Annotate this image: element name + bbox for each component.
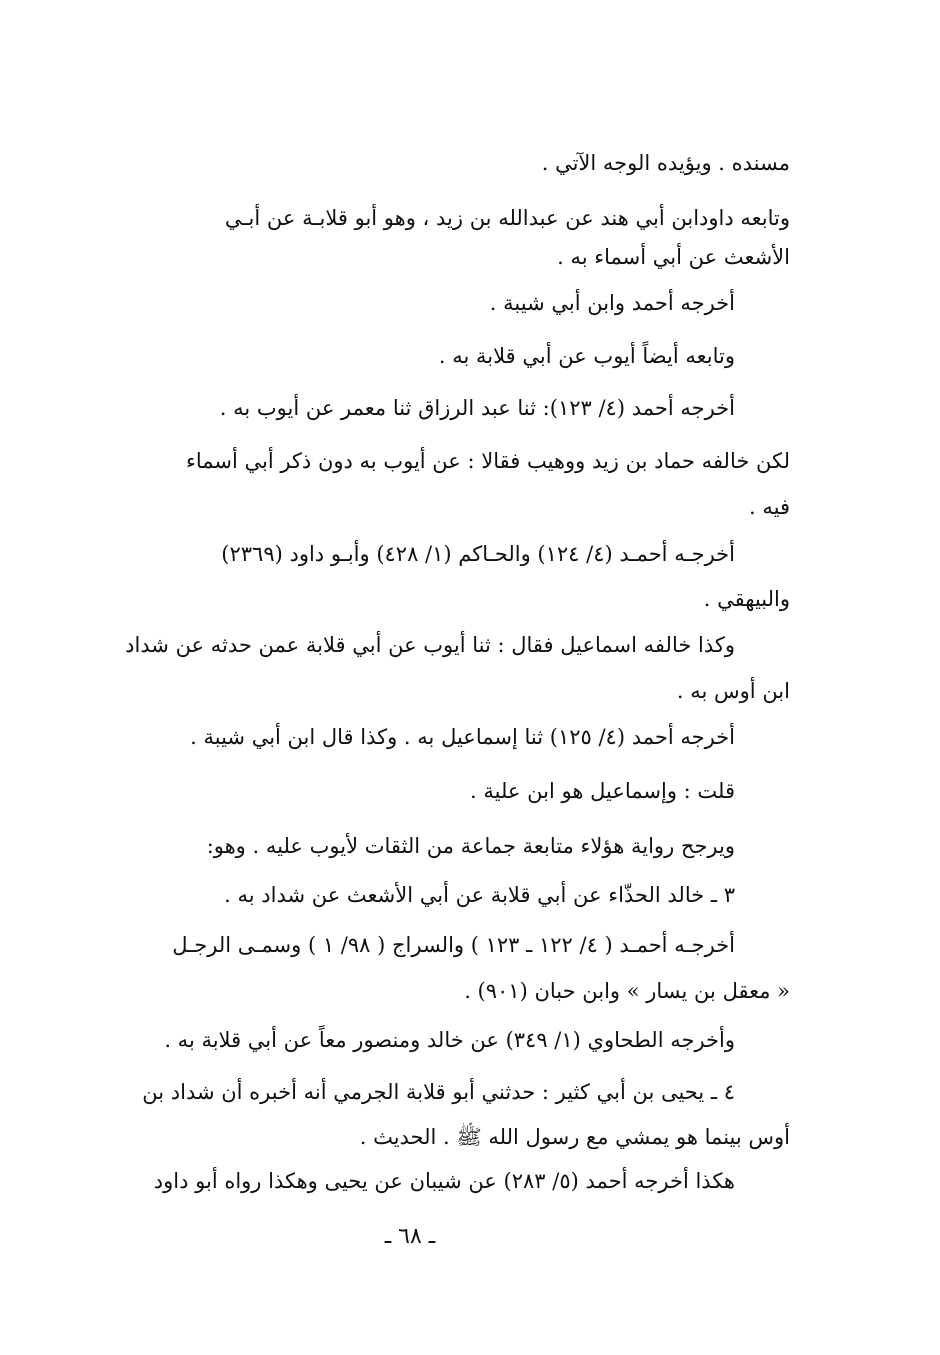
text-line: أخرجه أحمد (٤/ ١٢٥) ثنا إسماعيل به . وكذا قال ابن أبي شيبة . xyxy=(190,725,735,749)
text-line: مسنده . ويؤيده الوجه الآتي . xyxy=(541,151,790,175)
text-line: أخرجـه أحمـد ( ٤/ ١٢٢ ـ ١٢٣ ) والسراج ( ٩٨/ ١ ) وسمـى الرجـل xyxy=(172,933,735,957)
text-line: أخرجه أحمد (٤/ ١٢٣): ثنا عبد الرزاق ثنا معمر عن أيوب به . xyxy=(219,396,735,420)
text-line: والبيهقي . xyxy=(703,587,790,611)
text-line: وتابعه أيضاً أيوب عن أبي قلابة به . xyxy=(438,344,735,368)
text-line: قلت : وإسماعيل هو ابن علية . xyxy=(470,779,735,803)
text-line: أخرجـه أحمـد (٤/ ١٢٤) والحـاكم (١/ ٤٢٨) وأبـو داود (٢٣٦٩) xyxy=(221,542,735,566)
text-line: الأشعث عن أبي أسماء به . xyxy=(557,245,790,269)
text-line: ٣ ـ خالد الحذّاء عن أبي قلابة عن أبي الأشعث عن شداد به . xyxy=(224,883,735,907)
text-line: « معقل بن يسار » وابن حبان (٩٠١) . xyxy=(464,979,790,1003)
text-line: لكن خالفه حماد بن زيد ووهيب فقالا : عن أيوب به دون ذكر أبي أسماء xyxy=(185,449,790,473)
page-number: ـ ٦٨ ـ xyxy=(384,1224,436,1249)
text-line: وكذا خالفه اسماعيل فقال : ثنا أيوب عن أبي قلابة عمن حدثه عن شداد xyxy=(125,633,735,657)
text-line: ٤ ـ يحيى بن أبي كثير : حدثني أبو قلابة الجرمي أنه أخبره أن شداد بن xyxy=(142,1080,735,1104)
text-line: هكذا أخرجه أحمد (٥/ ٢٨٣) عن شيبان عن يحيى وهكذا رواه أبو داود xyxy=(153,1169,735,1193)
text-line: وتابعه داودابن أبي هند عن عبدالله بن زيد ، وهو أبو قلابـة عن أبـي xyxy=(224,206,790,230)
text-line: ابن أوس به . xyxy=(676,679,790,703)
text-line: فيه . xyxy=(749,495,790,519)
text-line: وأخرجه الطحاوي (١/ ٣٤٩) عن خالد ومنصور معاً عن أبي قلابة به . xyxy=(164,1028,735,1052)
text-line: أوس بينما هو يمشي مع رسول الله ﷺ . الحديث . xyxy=(359,1125,790,1149)
text-line: ويرجح رواية هؤلاء متابعة جماعة من الثقات لأيوب عليه . وهو: xyxy=(206,834,735,858)
text-line: أخرجه أحمد وابن أبي شيبة . xyxy=(489,291,735,315)
